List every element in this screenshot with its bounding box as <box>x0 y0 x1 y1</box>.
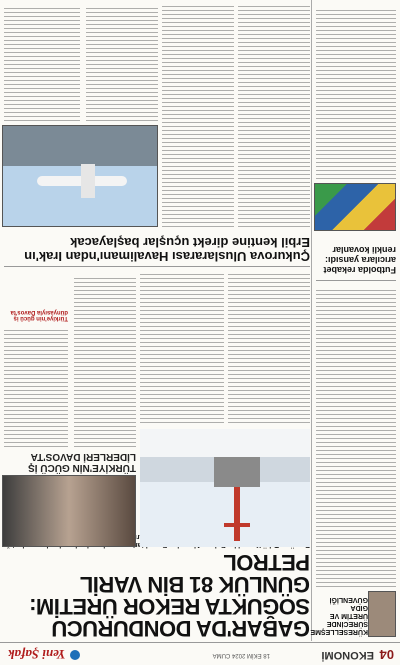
divider <box>316 280 396 281</box>
side-story-col2 <box>4 327 68 447</box>
main-headline-line2: SOĞUKTA REKOR ÜRETİM: <box>29 594 310 619</box>
main-headline-line1: GABAR'DA DONDURUCU <box>51 616 310 641</box>
sidebar-bottom-story <box>316 245 396 275</box>
side-story-tag: Türkiye'nin gücü iş dünyasıyla Davos'ta <box>10 309 68 321</box>
side-story-headline: TÜRKİYE'NİN GÜCÜ İŞ LİDERLERİ DAVOS'TA <box>28 451 136 473</box>
side-story <box>4 271 136 547</box>
divider <box>4 266 310 267</box>
bottom-story-headline: Çukurova Uluslararası Havalimanı'ndan Irak'ın Erbil kentine direkt uçuşlar başlayacak <box>24 235 310 264</box>
main-headline-line3: GÜNLÜK 81 BİN VARİL PETROL <box>80 550 310 597</box>
bottom-story-col1 <box>238 5 310 227</box>
sidebar-column <box>311 0 400 641</box>
logo-icon <box>70 650 80 660</box>
author-photo <box>368 591 396 637</box>
davos-photo <box>2 475 136 547</box>
issue-date: 18 EKİM 2024 CUMA <box>212 652 270 658</box>
masthead <box>0 642 400 665</box>
bottom-story-col2 <box>162 5 234 227</box>
sidebar-top-body <box>316 287 396 587</box>
airport-photo <box>2 125 158 227</box>
side-story-col1 <box>74 277 136 447</box>
main-story-col2 <box>140 273 224 423</box>
bottom-story <box>4 235 310 263</box>
page-number: 04 <box>379 647 394 662</box>
main-story-col1 <box>228 273 310 423</box>
section-title: EKONOMİ <box>321 649 374 661</box>
sidebar-top-headline: KÜRESELLEŞME SÜRECİNDE ÜRETİM VE GIDA GÜVENLİĞİ <box>310 596 368 635</box>
sidebar-bottom-headline: Futbolda rekabet arıcılara yansıdı: renkli kovanlar <box>323 245 396 275</box>
bottom-story-col3 <box>86 5 158 121</box>
beehive-photo <box>314 183 396 231</box>
drilling-rig-photo <box>140 429 310 547</box>
newspaper-logo: Yeni Şafak <box>8 647 66 662</box>
bottom-story-col4 <box>4 5 80 121</box>
sidebar-bottom-body <box>316 9 396 179</box>
